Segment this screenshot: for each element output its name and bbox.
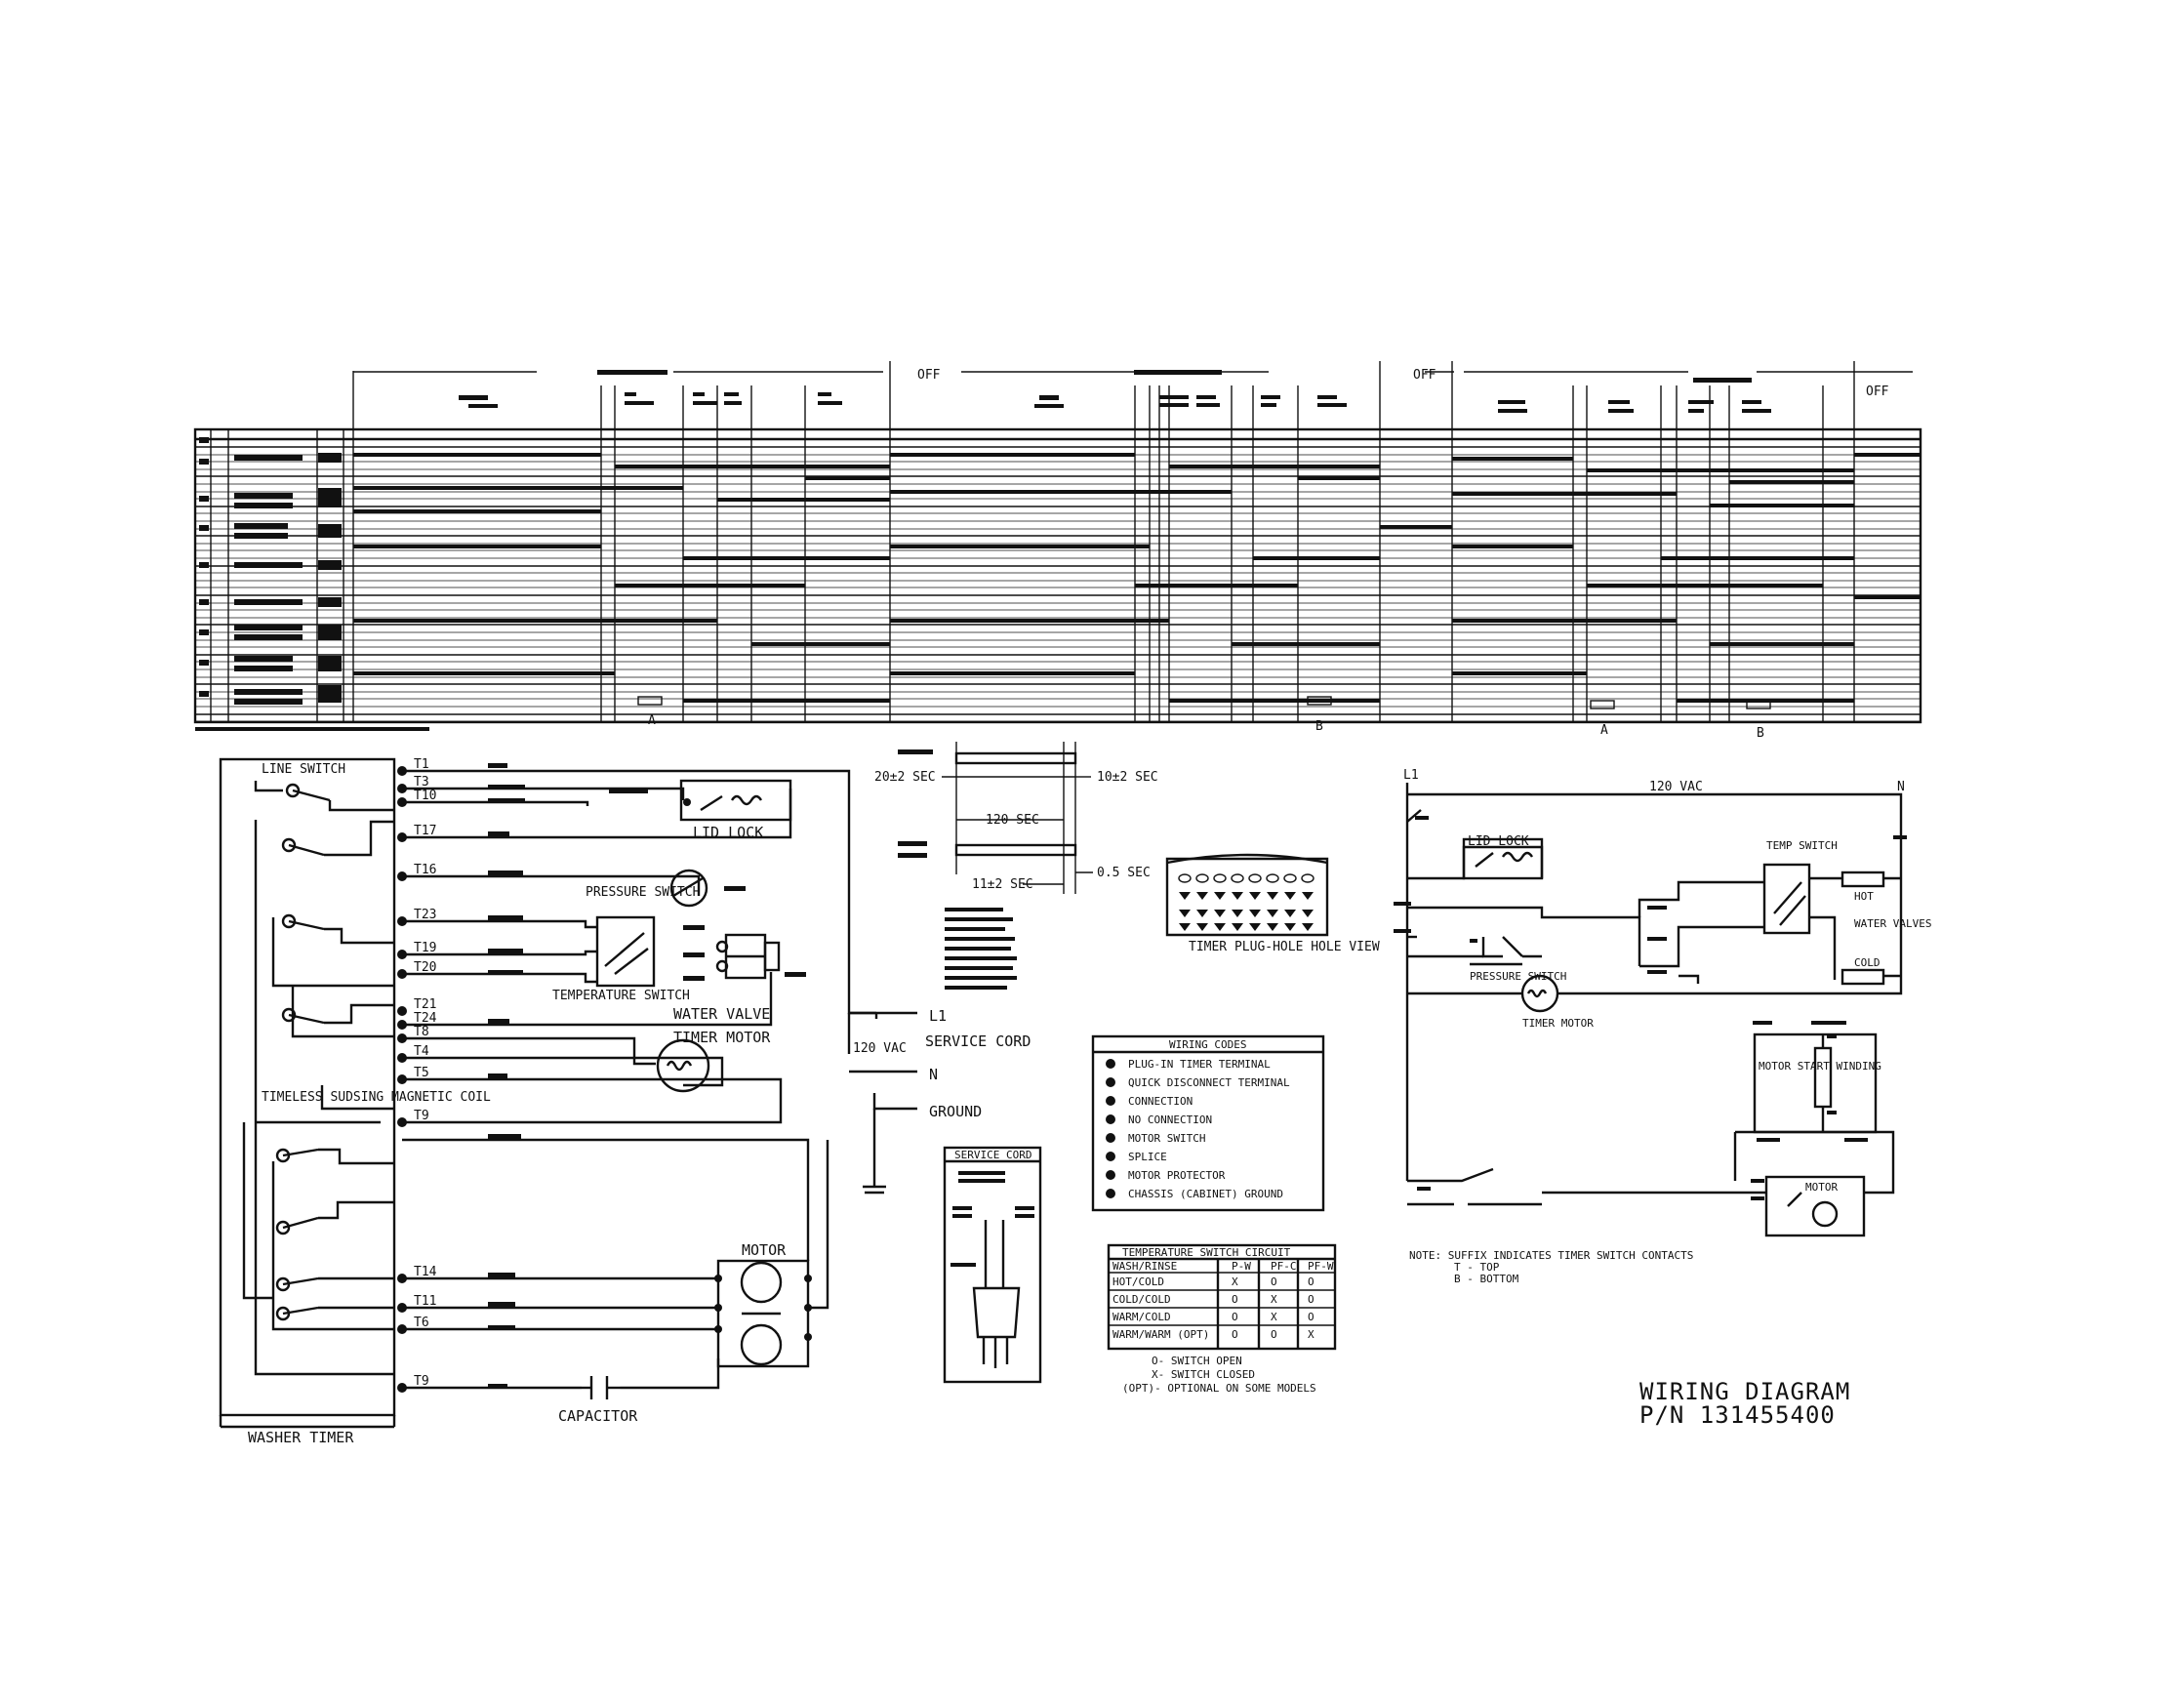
vac-label: 120 VAC	[853, 1041, 907, 1056]
plug-hole	[1196, 874, 1208, 882]
timer-motor-label: TIMER MOTOR	[673, 1029, 771, 1046]
schematic-cold: COLD	[1854, 956, 1881, 969]
temperature-switch-component	[552, 917, 690, 1003]
schematic-n: N	[1897, 780, 1905, 794]
plug-pin	[1284, 910, 1296, 917]
plug-hole	[1249, 874, 1261, 882]
title-line-2: P/N 131455400	[1639, 1401, 1836, 1429]
temp-table-cell: HOT/COLD	[1112, 1276, 1164, 1288]
plug-pin	[1249, 910, 1261, 917]
temp-note-3: (OPT)- OPTIONAL ON SOME MODELS	[1122, 1382, 1316, 1395]
service-cord-connection	[849, 1013, 917, 1193]
plug-pin	[1214, 923, 1226, 931]
plug-pin	[1214, 910, 1226, 917]
timer-terminal-label: T17	[414, 824, 437, 838]
schematic-note-1: NOTE: SUFFIX INDICATES TIMER SWITCH CONTACTS	[1409, 1249, 1694, 1262]
legend-symbol	[1106, 1189, 1115, 1198]
schematic-motor: MOTOR	[1805, 1181, 1839, 1194]
timer-sequence-chart	[195, 361, 1921, 741]
plug-pin	[1232, 910, 1243, 917]
timer-terminal-label: T10	[414, 789, 437, 803]
timer-motor-component	[658, 1029, 771, 1091]
legend-symbol	[1106, 1059, 1115, 1069]
legend-item: MOTOR SWITCH	[1128, 1132, 1206, 1145]
schematic-note-3: B - BOTTOM	[1454, 1273, 1519, 1285]
timer-terminal-label: T1	[414, 757, 429, 772]
lid-lock-label: LID LOCK	[693, 824, 764, 841]
legend-symbol	[1106, 1152, 1115, 1161]
timer-terminal-label: T6	[414, 1316, 429, 1330]
timing-11sec: 11±2 SEC	[972, 877, 1033, 892]
timer-terminal-label: T20	[414, 960, 437, 975]
timer-wiring	[221, 757, 491, 1446]
plug-pin	[1232, 892, 1243, 900]
temp-table-cell: O	[1308, 1311, 1314, 1323]
temp-table-cell: WARM/WARM (OPT)	[1112, 1328, 1210, 1341]
temp-table-cell: X	[1271, 1311, 1277, 1323]
temp-table-cell: X	[1232, 1276, 1238, 1288]
temp-table-cell: O	[1308, 1276, 1314, 1288]
legend-item: PLUG-IN TIMER TERMINAL	[1128, 1058, 1271, 1071]
chart-mark-a1: A	[648, 713, 656, 728]
legend-item: MOTOR PROTECTOR	[1128, 1169, 1226, 1182]
temp-table-header: WASH/RINSE	[1112, 1260, 1178, 1273]
sudsing-coil-label: TIMELESS SUDSING MAGNETIC COIL	[262, 1090, 491, 1105]
timing-120sec: 120 SEC	[986, 813, 1039, 828]
plug-pin	[1249, 892, 1261, 900]
schematic-lid-lock: LID LOCK	[1468, 834, 1529, 849]
timer-terminal-label: T21	[414, 997, 437, 1012]
schematic-l1: L1	[1403, 768, 1419, 783]
timer-terminal-label: T11	[414, 1294, 437, 1309]
legend-symbol	[1106, 1133, 1115, 1143]
legend-symbol	[1106, 1096, 1115, 1106]
chart-mark-a2: A	[1600, 723, 1608, 738]
temp-note-1: O- SWITCH OPEN	[1152, 1355, 1242, 1367]
plug-view-label: TIMER PLUG-HOLE HOLE VIEW	[1189, 940, 1380, 954]
timing-diagram	[874, 742, 1158, 990]
motor-label: MOTOR	[742, 1241, 787, 1259]
plug-pin	[1249, 923, 1261, 931]
plug-pin	[1179, 892, 1191, 900]
temp-table-header: P-W	[1232, 1260, 1251, 1273]
plug-hole	[1179, 874, 1191, 882]
chart-mark-box	[1591, 701, 1614, 709]
plug-pin	[1267, 923, 1278, 931]
plug-hole	[1302, 874, 1314, 882]
legend-symbol	[1106, 1077, 1115, 1087]
timer-terminal-label: T4	[414, 1044, 429, 1059]
schematic-hot: HOT	[1854, 890, 1874, 903]
plug-pin	[1196, 892, 1208, 900]
timer-terminal-label: T8	[414, 1025, 429, 1039]
schematic-motor-start: MOTOR START WINDING	[1759, 1060, 1881, 1073]
plug-pin	[1302, 923, 1314, 931]
timer-output-wires	[402, 771, 876, 1388]
plug-pin	[1196, 910, 1208, 917]
l1-label: L1	[929, 1007, 948, 1025]
chart-mark-b1: B	[1315, 719, 1323, 734]
temp-table-cell: O	[1232, 1328, 1238, 1341]
schematic-pressure-switch: PRESSURE SWITCH	[1470, 970, 1567, 983]
plug-pin	[1302, 892, 1314, 900]
timer-terminal-label: T14	[414, 1265, 437, 1279]
schematic-water-valves: WATER VALVES	[1854, 917, 1932, 930]
timer-terminal-label: T9	[414, 1109, 429, 1123]
water-valve-label: WATER VALVE	[673, 1005, 771, 1023]
service-cord-label: SERVICE CORD	[925, 1033, 1031, 1050]
plug-hole	[1284, 874, 1296, 882]
chart-mark-box	[638, 697, 662, 705]
temperature-switch-table	[1109, 1245, 1335, 1395]
plug-pin	[1302, 910, 1314, 917]
pressure-switch-label: PRESSURE SWITCH	[586, 885, 701, 900]
lid-lock-component	[681, 781, 790, 841]
timer-terminal-label: T19	[414, 941, 437, 955]
plug-pin	[1179, 910, 1191, 917]
plug-hole	[1232, 874, 1243, 882]
plug-hole	[1267, 874, 1278, 882]
chart-off-3: OFF	[1866, 385, 1889, 399]
wire-color-labels	[488, 763, 806, 1389]
chart-mark-b2: B	[1757, 726, 1764, 741]
plug-pin	[1196, 923, 1208, 931]
temp-table-cell: COLD/COLD	[1112, 1293, 1171, 1306]
legend-symbol	[1106, 1114, 1115, 1124]
temp-table-title: TEMPERATURE SWITCH CIRCUIT	[1122, 1246, 1291, 1259]
schematic-vac: 120 VAC	[1649, 780, 1703, 794]
capacitor-component	[582, 1376, 621, 1399]
temp-table-header: PF-W	[1308, 1260, 1334, 1273]
plug-pin	[1214, 892, 1226, 900]
timer-terminal-label: T24	[414, 1011, 437, 1026]
ground-label: GROUND	[929, 1103, 983, 1120]
line-switch-label: LINE SWITCH	[262, 762, 346, 777]
timing-05sec: 0.5 SEC	[1097, 866, 1151, 880]
schematic-note-2: T - TOP	[1454, 1261, 1500, 1274]
legend-item: QUICK DISCONNECT TERMINAL	[1128, 1076, 1290, 1089]
timer-terminal-dot	[397, 1006, 407, 1016]
timing-20sec: 20±2 SEC	[874, 770, 936, 785]
title-block	[1639, 1378, 1850, 1429]
legend-item: CHASSIS (CABINET) GROUND	[1128, 1188, 1283, 1200]
legend-item: CONNECTION	[1128, 1095, 1193, 1108]
temp-table-cell: X	[1271, 1293, 1277, 1306]
plug-pin	[1232, 923, 1243, 931]
plug-pin	[1284, 892, 1296, 900]
timer-plug-view	[1167, 855, 1380, 954]
legend-symbol	[1106, 1170, 1115, 1180]
service-cord-box	[945, 1148, 1040, 1382]
temp-table-header: PF-C	[1271, 1260, 1297, 1273]
temp-table-cell: O	[1271, 1328, 1277, 1341]
plug-pin	[1267, 910, 1278, 917]
capacitor-label: CAPACITOR	[558, 1407, 638, 1425]
timing-10sec: 10±2 SEC	[1097, 770, 1158, 785]
plug-hole	[1214, 874, 1226, 882]
chart-off-2: OFF	[1413, 368, 1436, 383]
schematic-timer-motor: TIMER MOTOR	[1522, 1017, 1594, 1030]
timer-terminal-label: T9	[414, 1374, 429, 1389]
plug-pin	[1284, 923, 1296, 931]
wiring-codes-title: WIRING CODES	[1169, 1038, 1247, 1051]
temp-table-cell: O	[1271, 1276, 1277, 1288]
plug-pin	[1267, 892, 1278, 900]
temp-table-cell: X	[1308, 1328, 1314, 1341]
temp-table-cell: O	[1232, 1293, 1238, 1306]
timer-terminal-label: T23	[414, 908, 437, 922]
n-label: N	[929, 1066, 939, 1083]
washer-timer-label: WASHER TIMER	[248, 1429, 354, 1446]
temp-table-cell: O	[1308, 1293, 1314, 1306]
temp-note-2: X- SWITCH CLOSED	[1152, 1368, 1255, 1381]
schematic-temp-switch: TEMP SWITCH	[1766, 839, 1838, 852]
temperature-switch-label: TEMPERATURE SWITCH	[552, 989, 690, 1003]
plug-pin	[1179, 923, 1191, 931]
ladder-schematic	[1394, 768, 1931, 1285]
motor-component	[714, 1140, 828, 1366]
title-line-1: WIRING DIAGRAM	[1639, 1378, 1851, 1405]
legend-item: NO CONNECTION	[1128, 1114, 1213, 1126]
service-cord-box-title: SERVICE CORD	[954, 1149, 1032, 1161]
timer-terminal-label: T16	[414, 863, 437, 877]
legend-item: SPLICE	[1128, 1151, 1167, 1163]
chart-off-1: OFF	[917, 368, 941, 383]
wiring-codes-legend	[1093, 1036, 1323, 1210]
timer-terminal-label: T3	[414, 775, 429, 790]
temp-table-cell: WARM/COLD	[1112, 1311, 1171, 1323]
timer-terminal-label: T5	[414, 1066, 429, 1080]
temp-table-cell: O	[1232, 1311, 1238, 1323]
